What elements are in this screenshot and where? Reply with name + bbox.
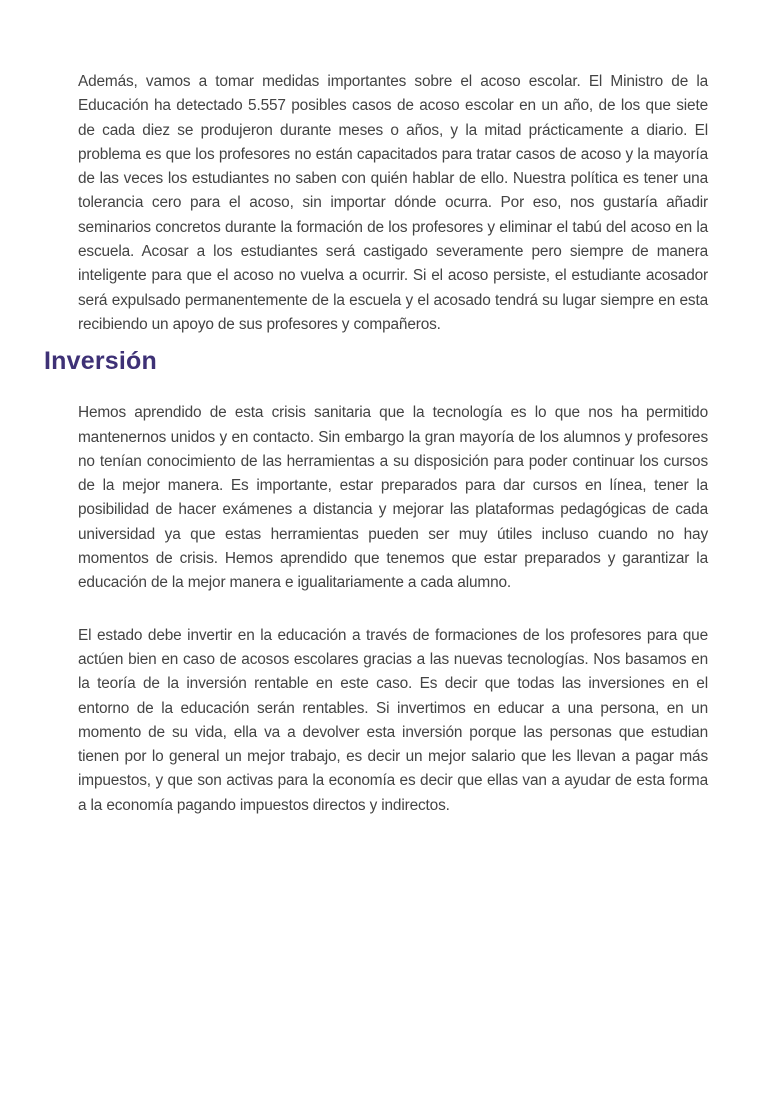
paragraph-tecnologia: Hemos aprendido de esta crisis sanitaria que la tecnología es lo que nos ha permitido mantenernos unidos y en contacto. Sin embargo la gran mayoría de los alumnos y profesores no tenían conocimiento de las herramientas a su disposición para poder continuar los cursos de la mejor manera. Es importante, estar preparados para dar cursos en línea, tener la posibilidad de hacer exámenes a distancia y mejorar las plataformas pedagógicas de cada universidad ya que estas herramientas pueden ser muy útiles incluso cuando no hay momentos de crisis. Hemos aprendido que tenemos que estar preparados y garantizar la educación de la mejor manera e igualitariamente a cada alumno.	[78, 404, 708, 592]
section-heading-inversion: Inversión	[44, 347, 157, 376]
paragraph-acoso-escolar: Además, vamos a tomar medidas importantes sobre el acoso escolar. El Ministro de la Educación ha detectado 5.557 posibles casos de acoso escolar en un año, de los que siete de cada diez se produjeron durante meses o años, y la mitad prácticamente a diario. El problema es que los profesores no están capacitados para tratar casos de acoso y la mayoría de las veces los estudiantes no saben con quién hablar de ello. Nuestra política es tener una tolerancia cero para el acoso, sin importar dónde ocurra. Por eso, nos gustaría añadir seminarios concretos durante la formación de los profesores y eliminar el tabú del acoso en la escuela. Acosar a los estudiantes será castigado severamente pero siempre de manera inteligente para que el acoso no vuelva a ocurrir. Si el acoso persiste, el estudiante acosador será expulsado permanentemente de la escuela y el acosado tendrá su lugar siempre en esta recibiendo un apoyo de sus profesores y compañeros.	[78, 73, 708, 333]
document-content	[44, 0, 708, 818]
paragraph-inversion-rentable: El estado debe invertir en la educación a través de formaciones de los profesores para que actúen bien en caso de acosos escolares gracias a las nuevas tecnologías. Nos basamos en la teoría de la inversión rentable en este caso. Es decir que todas las inversiones en el entorno de la educación serán rentables. Si invertimos en educar a una persona, en un momento de su vida, ella va a devolver esta inversión porque las personas que estudian tienen por lo general un mejor trabajo, es decir un mejor salario que les llevan a pagar más impuestos, y que son activas para la economía es decir que ellas van a ayudar de esta forma a la economía pagando impuestos directos y indirectos.	[78, 626, 708, 814]
